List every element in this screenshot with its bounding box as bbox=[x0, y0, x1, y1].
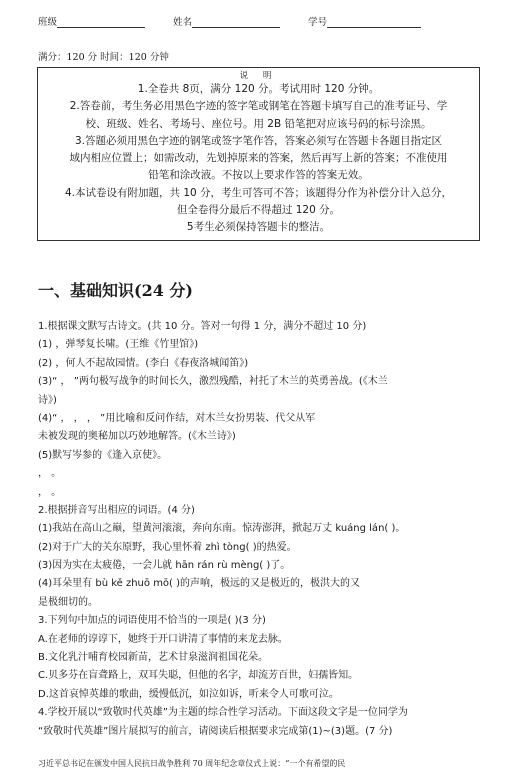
question-line: 4.学校开展以“致敬时代英雄”为主题的综合性学习活动。下面这段文字是一位同学为 bbox=[38, 707, 408, 719]
name-field[interactable] bbox=[192, 16, 280, 28]
instruction-line: 校、班级、姓名、考场号、座位号。用 2B 铅笔把对应该号码的标号涂黑。 bbox=[85, 117, 432, 130]
question-line: 诗》) bbox=[38, 394, 57, 406]
student-id-label: 学号 bbox=[308, 17, 328, 28]
question-line: ， 。 bbox=[38, 486, 62, 498]
footer-text: 习近平总书记在颁发中国人民抗日战争胜利 70 周年纪念章仪式上说：“一个有希望的民 bbox=[38, 759, 346, 768]
question-line: B.文化乳汁哺育校园新苗，艺术甘泉滋润祖国花朵。 bbox=[38, 652, 269, 664]
question-line: (1)我站在高山之巅，望黄河滚滚，奔向东南。惊涛澎湃，掀起万丈 kuáng lán( )。 bbox=[38, 523, 406, 535]
question-line: 2.根据拼音写出相应的词语。(4 分) bbox=[38, 504, 195, 516]
instruction-line: 1.全卷共 8页，满分 120 分。考试用时 120 分钟。 bbox=[137, 83, 380, 95]
class-label: 班级 bbox=[38, 17, 58, 28]
score-time-line: 满分：120 分 时间：120 分钟 bbox=[38, 52, 169, 63]
section-title: 一、基础知识(24 分) bbox=[38, 281, 193, 300]
question-line: C.贝多芬在盲聋路上，双耳失聪，但他的名字，却流芳百世，妇孺皆知。 bbox=[38, 670, 359, 682]
name-label: 姓名 bbox=[173, 17, 193, 28]
question-line: (4)耳朵里有 bù kě zhuō mō( )的声响，极远的又是极近的，极洪大的又 bbox=[38, 578, 361, 590]
class-field[interactable] bbox=[57, 16, 145, 28]
question-line: (3)“ ， ”两句极写战争的时间长久，激烈残酷，衬托了木兰的英勇善战。(《木兰 bbox=[38, 376, 388, 388]
question-line: (2)对于广大的关东原野，我心里怀着 zhì tòng( )的热爱。 bbox=[38, 541, 297, 553]
question-line: (5)默写岑参的《逢入京使》。 bbox=[38, 449, 168, 461]
question-line: 是极细切的。 bbox=[38, 596, 98, 608]
question-line: (4)“ ， ， ， ”用比喻和反问作结，对木兰女扮男装、代父从军 bbox=[38, 412, 316, 424]
instruction-line: 铅笔和涂改液。不按以上要求作答的答案无效。 bbox=[148, 169, 369, 182]
instruction-line: 5考生必须保持答题卡的整洁。 bbox=[186, 221, 331, 234]
instruction-line: 3.答题必须用黑色字迹的钢笔或签字笔作答，答案必须写在答题卡各题目指定区 bbox=[74, 134, 443, 147]
question-line: “致敬时代英雄”图片展拟写的前言，请阅读后根据要求完成第(1)~(3)题。(7 分) bbox=[38, 725, 393, 737]
instruction-line: 但全卷得分最后不得超过 120 分。 bbox=[176, 204, 341, 217]
question-line: 3.下列句中加点的词语使用不恰当的一项是( )(3 分) bbox=[38, 615, 266, 627]
student-info-header bbox=[38, 14, 421, 28]
question-line: (2) ，何人不起故园情。(李白《春夜洛城闻笛》) bbox=[38, 357, 249, 369]
instructions-box bbox=[37, 67, 480, 241]
instructions-title: 说 明 bbox=[239, 71, 278, 81]
question-line: ， 。 bbox=[38, 468, 62, 480]
question-line: 1.根据课文默写古诗文。(共 10 分。答对一句得 1 分，满分不超过 10 分) bbox=[38, 321, 367, 332]
instruction-line: 2.答卷前，考生务必用黑色字迹的签字笔或钢笔在答题卡填写自己的准考证号、学 bbox=[69, 100, 448, 113]
instruction-line: 4.本试卷设有附加题，共 10 分，考生可答可不答；该题得分作为补偿分计入总分， bbox=[64, 186, 453, 199]
question-line: D.这首哀悼英雄的歌曲，缓慢低沉，如泣如诉，听来令人可歌可泣。 bbox=[38, 688, 339, 700]
student-id-field[interactable] bbox=[327, 16, 421, 28]
instruction-line: 域内相应位置上；如需改动，先划掉原来的答案，然后再写上新的答案；不准使用 bbox=[69, 152, 448, 165]
question-line: A.在老师的谆谆下，她终于开口讲清了事情的来龙去脉。 bbox=[38, 633, 288, 645]
question-body bbox=[38, 318, 480, 741]
question-line: 未被发现的奥秘加以巧妙地解答。(《木兰诗》) bbox=[38, 431, 236, 443]
question-line: (3)因为实在太疲倦，一会儿就 hān rán rù mèng( )了。 bbox=[38, 560, 291, 572]
question-line: (1) ，弹琴复长啸。(王维《竹里馆》) bbox=[38, 339, 199, 351]
